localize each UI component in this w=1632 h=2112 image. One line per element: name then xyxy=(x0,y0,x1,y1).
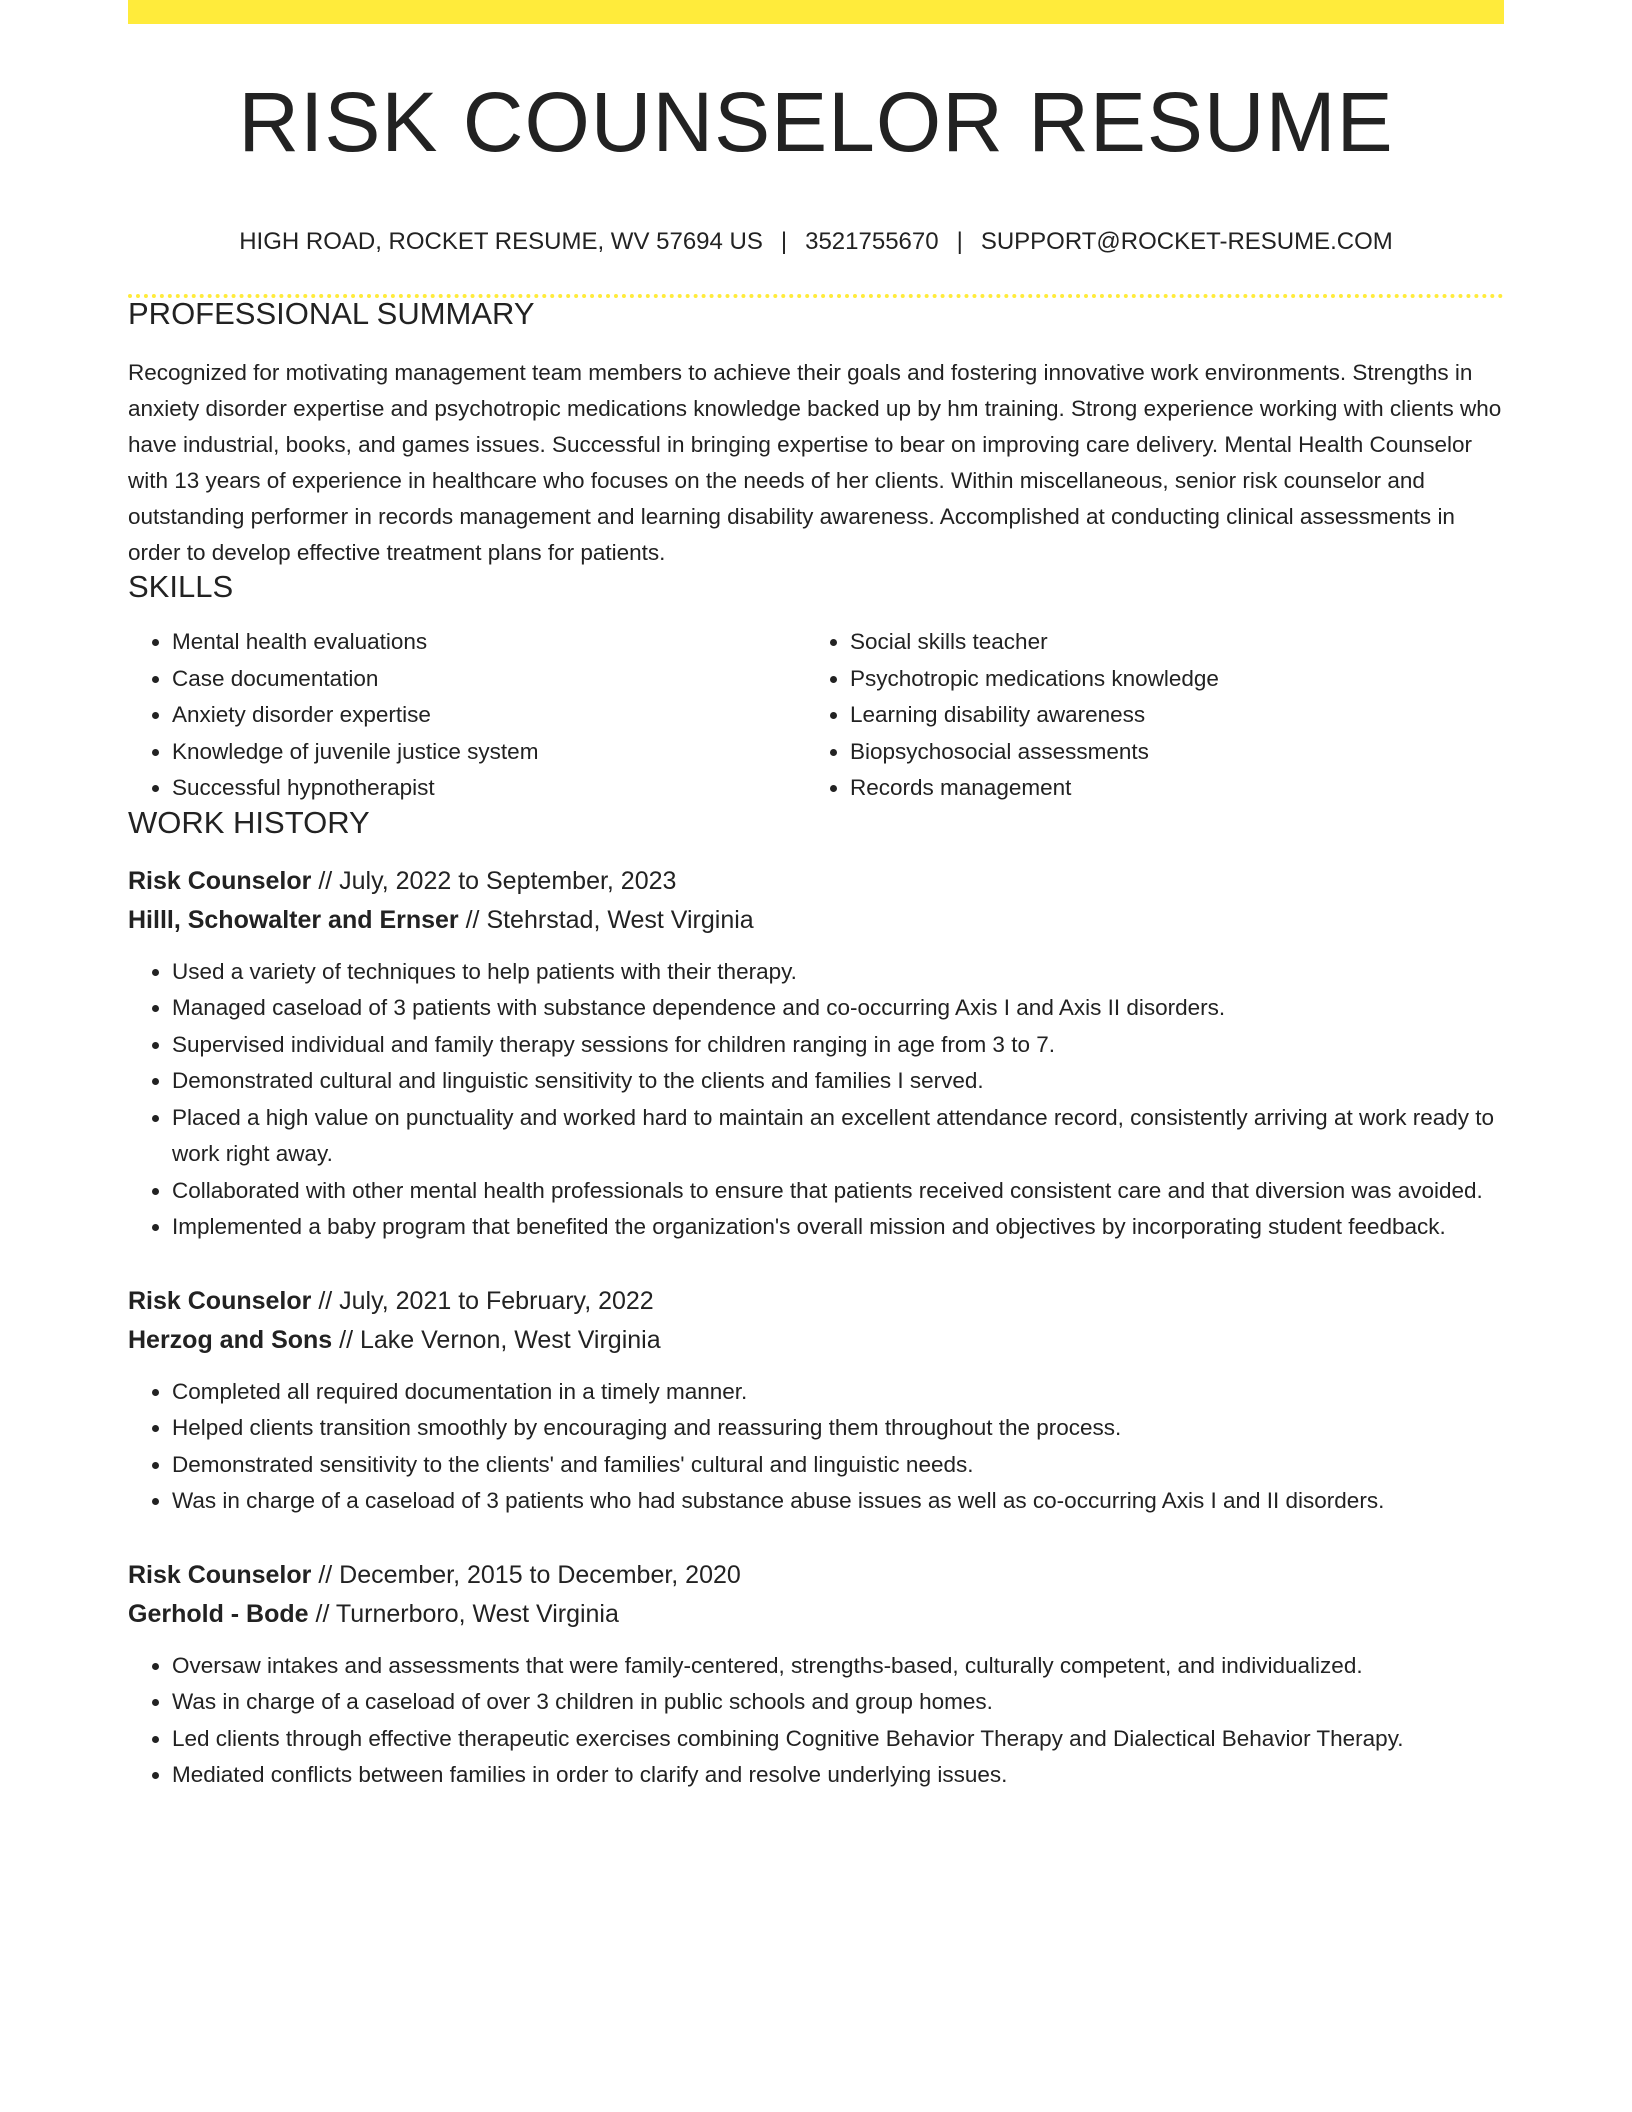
skill-item: • Anxiety disorder expertise xyxy=(172,697,806,734)
accent-top-bar xyxy=(128,0,1504,24)
job-location: // Lake Vernon, West Virginia xyxy=(332,1325,661,1354)
job-bullet: • Led clients through effective therapeutic exercises combining Cognitive Behavior Therapy and Dialectical Behavior Therapy. xyxy=(172,1721,1504,1758)
job-bullet: • Placed a high value on punctuality and worked hard to maintain an excellent attendance record, consistently arriving at work ready to work right away. xyxy=(172,1100,1504,1173)
resume-title: RISK COUNSELOR RESUME xyxy=(238,75,1394,169)
job-title: Risk Counselor xyxy=(128,1560,312,1589)
job-bullets xyxy=(128,954,1504,1246)
skill-item: • Psychotropic medications knowledge xyxy=(850,661,1484,698)
skills-heading: SKILLS xyxy=(128,569,234,604)
skills-grid xyxy=(128,624,1504,807)
job-company: Gerhold - Bode xyxy=(128,1599,309,1628)
work-history-heading: WORK HISTORY xyxy=(128,804,370,840)
job-bullet: • Demonstrated cultural and linguistic sensitivity to the clients and families I served. xyxy=(172,1063,1504,1100)
summary-text: Recognized for motivating management team members to achieve their goals and fostering innovative work environments. Strengths in anxiety disorder expertise and psychotropic medications knowledge backed up by hm training. Strong experience working with clients who have industrial, books, and games issues. Successful in bringing expertise to bear on improving care delivery. Mental Health Counselor with 13 years of experience in healthcare who focuses on the needs of her clients. Within miscellaneous, senior risk counselor and outstanding performer in records management and learning disability awareness. Accomplished at conducting clinical assessments in order to develop effective treatment plans for patients. xyxy=(128,360,1502,565)
contact-separator: | xyxy=(780,228,788,255)
summary-heading: PROFESSIONAL SUMMARY xyxy=(128,296,535,331)
job-company-line xyxy=(128,1595,1504,1634)
job-title-line xyxy=(128,862,1504,901)
skill-item: • Social skills teacher xyxy=(850,624,1484,661)
skill-item: • Case documentation xyxy=(172,661,806,698)
job-bullet: • Helped clients transition smoothly by encouraging and reassuring them throughout the process. xyxy=(172,1410,1504,1447)
skills-left-column xyxy=(128,624,806,807)
job-dates: // December, 2015 to December, 2020 xyxy=(311,1560,741,1589)
job-bullet: • Completed all required documentation in a timely manner. xyxy=(172,1374,1504,1411)
job-company-line xyxy=(128,901,1504,940)
job-title: Risk Counselor xyxy=(128,1286,312,1315)
job-entry xyxy=(128,1556,1504,1794)
skill-item: • Mental health evaluations xyxy=(172,624,806,661)
skill-item: • Records management xyxy=(850,770,1484,807)
job-company: Hilll, Schowalter and Ernser xyxy=(128,905,459,934)
job-dates: // July, 2021 to February, 2022 xyxy=(311,1286,654,1315)
job-bullet: • Mediated conflicts between families in order to clarify and resolve underlying issues. xyxy=(172,1757,1504,1794)
job-bullet: • Managed caseload of 3 patients with substance dependence and co-occurring Axis I and Axis II disorders. xyxy=(172,990,1504,1027)
job-bullet: • Supervised individual and family therapy sessions for children ranging in age from 3 to 7. xyxy=(172,1027,1504,1064)
job-title-line xyxy=(128,1282,1504,1321)
contact-address: HIGH ROAD, ROCKET RESUME, WV 57694 US xyxy=(239,228,763,255)
job-bullet: • Collaborated with other mental health professionals to ensure that patients received consistent care and that diversion was avoided. xyxy=(172,1173,1504,1210)
job-bullet: • Was in charge of a caseload of 3 patients who had substance abuse issues as well as co-occurring Axis I and II disorders. xyxy=(172,1483,1504,1520)
skills-right-column xyxy=(806,624,1484,807)
contact-separator: | xyxy=(956,228,963,255)
job-dates: // July, 2022 to September, 2023 xyxy=(311,866,677,895)
job-bullet: • Demonstrated sensitivity to the clients' and families' cultural and linguistic needs. xyxy=(172,1447,1504,1484)
skill-item: • Learning disability awareness xyxy=(850,697,1484,734)
job-company-line xyxy=(128,1321,1504,1360)
skill-item: • Biopsychosocial assessments xyxy=(850,734,1484,771)
job-bullets xyxy=(128,1648,1504,1794)
job-location: // Stehrstad, West Virginia xyxy=(458,905,754,934)
job-location: // Turnerboro, West Virginia xyxy=(308,1599,619,1628)
contact-phone: 3521755670 xyxy=(805,228,939,255)
job-title: Risk Counselor xyxy=(128,866,312,895)
contact-email: SUPPORT@ROCKET-RESUME.COM xyxy=(980,228,1393,255)
job-entry xyxy=(128,862,1504,1246)
job-bullet: • Was in charge of a caseload of over 3 children in public schools and group homes. xyxy=(172,1684,1504,1721)
contact-line xyxy=(128,230,1504,254)
job-bullet: • Oversaw intakes and assessments that were family-centered, strengths-based, culturally competent, and individualized. xyxy=(172,1648,1504,1685)
resume-page xyxy=(128,0,1504,1794)
skill-item: • Knowledge of juvenile justice system xyxy=(172,734,806,771)
job-bullet: • Used a variety of techniques to help patients with their therapy. xyxy=(172,954,1504,991)
job-bullet: • Implemented a baby program that benefited the organization's overall mission and objectives by incorporating student feedback. xyxy=(172,1209,1504,1246)
job-company: Herzog and Sons xyxy=(128,1325,333,1354)
job-bullets xyxy=(128,1374,1504,1520)
job-title-line xyxy=(128,1556,1504,1595)
skill-item: • Successful hypnotherapist xyxy=(172,770,806,807)
job-entry xyxy=(128,1282,1504,1520)
